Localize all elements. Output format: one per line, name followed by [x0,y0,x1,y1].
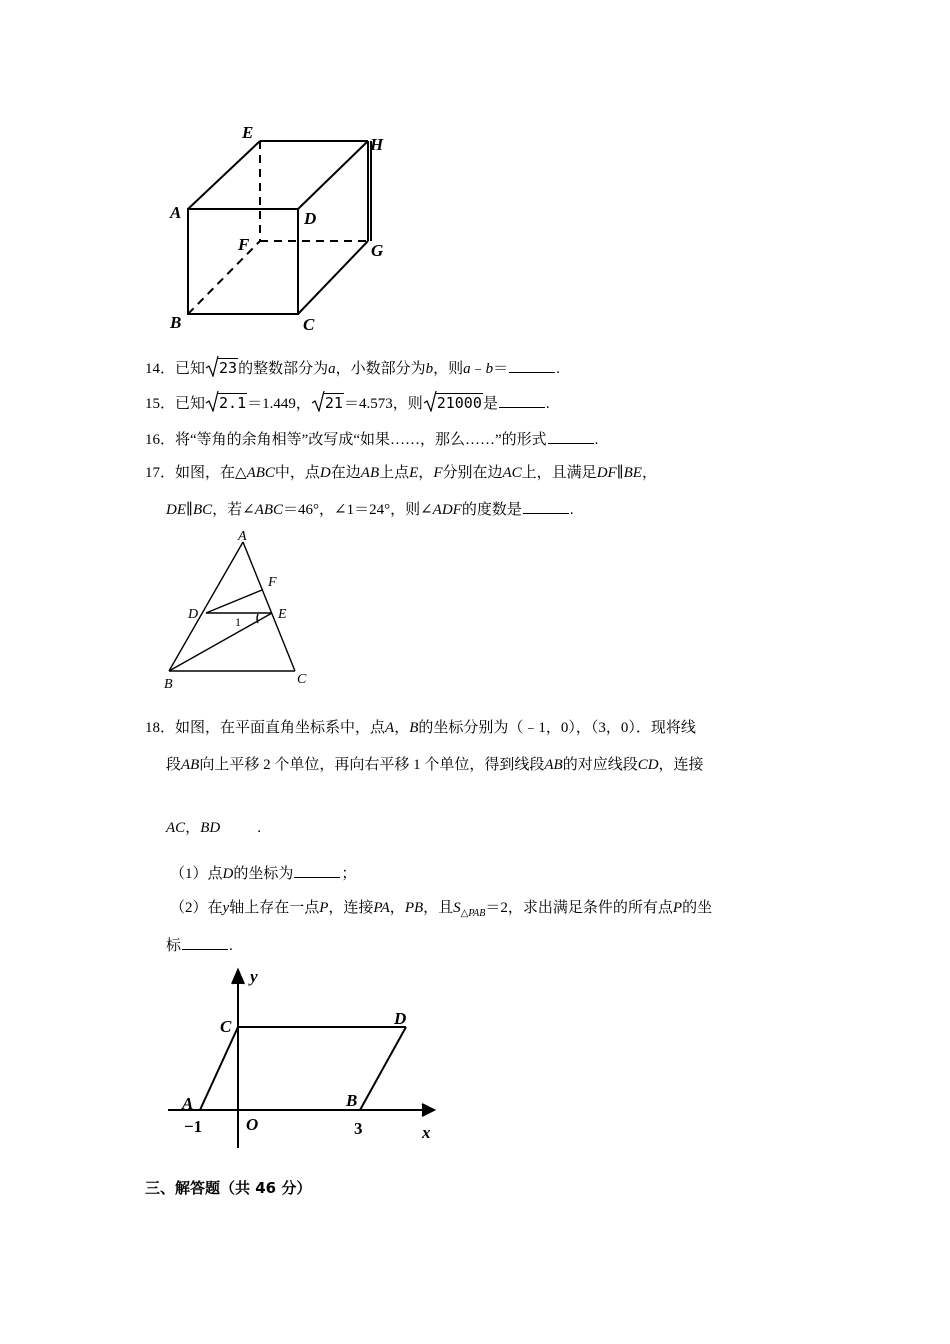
coordinate-figure [160,966,450,1156]
q15-text: ＝4.573，则 [343,396,423,412]
q17-text: 中，点 [274,465,320,481]
tri-label-angle-1: 1 [235,615,241,629]
coord-label-a: A [182,1094,194,1113]
q14-text: 已知 [175,361,206,377]
tri-label-b: B [164,677,173,692]
var-ab: AB [181,757,200,773]
question-17-line2 [166,499,574,520]
q18-text: . [229,938,233,954]
var-b-point: B [409,720,419,736]
var-y: y [222,900,230,916]
q17-text: ， [641,465,657,481]
var-d: D [319,465,331,481]
q17-text: ＝46°，∠1＝24°，则∠ [283,502,433,518]
q18-text: ，连接 [658,757,704,773]
coord-label-neg1: −1 [184,1117,203,1136]
coord-label-y: y [250,967,258,986]
tri-label-d: D [188,607,199,622]
var-p: P [319,900,329,916]
q15-radicand-3: 21000 [436,394,482,412]
tri-label-c: C [297,672,307,687]
q18-text: （2）在 [170,900,223,916]
q14-text: 的整数部分为 [238,361,329,377]
cube-label-a: A [170,203,182,222]
cube-label-e: E [242,123,254,142]
q14-text: ﹣ [470,361,486,377]
q17-text: 分别在边 [442,465,503,481]
q16-text: . [594,432,599,448]
q18-part2-answer-blank[interactable] [182,935,228,950]
q17-text: ， [418,465,434,481]
var-be: BE [623,465,642,481]
cube-label-b: B [170,313,182,332]
subscript-pab: △PAB [460,908,486,919]
var-adf: ADF [432,502,462,518]
q18-text: 的坐标为 [233,866,294,882]
q15-text: . [545,396,550,412]
q14-text: ＝ [493,361,509,377]
var-abc: ABC [254,502,284,518]
question-16 [145,429,598,450]
var-ac: AC [502,465,522,481]
var-a: a [463,361,471,377]
var-ab: AB [544,757,563,773]
q18-text: 向上平移 2 个单位，再向右平移 1 个单位，得到线段 [199,757,545,773]
q15-answer-blank[interactable] [499,393,545,408]
q14-text: . [556,361,560,377]
q17-text: 在边 [330,465,361,481]
q15-number: 15． [145,396,176,412]
var-ab: AB [360,465,380,481]
question-18-part2-cont [166,935,233,956]
radical-icon [423,390,437,412]
var-pb: PB [404,900,424,916]
coord-label-x: x [422,1123,431,1142]
q18-text: （1）点 [170,866,223,882]
q18-text: 18．如图，在平面直角坐标系中，点 [145,720,386,736]
q15-text: 是 [482,396,498,412]
cube-label-d: D [304,209,317,228]
q17-text: 如图，在△ [175,465,247,481]
q14-answer-blank[interactable] [509,358,555,373]
question-18-line3 [166,818,261,838]
q17-number: 17． [145,465,176,481]
q14-radicand: 23 [219,359,238,377]
tri-label-a: A [238,529,247,544]
sqrt-2-1 [205,393,247,414]
var-df: DF [596,465,617,481]
section-3-heading: 三、解答题（共 46 分） [145,1179,312,1197]
q18-text: ，连接 [328,900,374,916]
q16-answer-blank[interactable] [548,429,594,444]
var-bd: BD [200,820,221,836]
var-bc: BC [192,502,213,518]
var-de: DE [166,502,186,518]
var-a-point: A [385,720,395,736]
q15-text: ＝1.449， [247,396,311,412]
q16-text: 16．将“等角的余角相等”改写成“如果……，那么……”的形式 [145,432,547,448]
tri-label-f: F [268,575,277,590]
q18-text: 轴上存在一点 [229,900,320,916]
radical-icon [205,355,219,377]
q18-text: 段 [166,757,182,773]
q18-text: ，且 [423,900,454,916]
sqrt-23 [205,358,238,379]
question-18-line2 [166,755,704,775]
q17-answer-blank[interactable] [523,499,569,514]
var-d: D [222,866,234,882]
question-15 [145,393,550,414]
coord-label-c: C [220,1017,232,1036]
var-p: P [672,900,683,916]
q15-radicand-1: 2.1 [219,394,247,412]
sqrt-21000 [423,393,483,414]
parallel-symbol: ∥ [616,465,624,481]
q18-text: ， [394,720,410,736]
var-f: F [433,465,443,481]
var-b: b [485,361,494,377]
q18-text: ； [341,866,357,882]
q17-text: 上，且满足 [521,465,597,481]
q18-text: . [257,820,261,836]
tri-label-e: E [278,607,287,622]
var-e: E [409,465,419,481]
cube-label-g: G [371,241,384,260]
question-17-line1 [145,463,657,483]
coord-label-o: O [246,1115,259,1134]
q18-text: 的坐标分别为（﹣1，0），（3，0）．现将线 [418,720,696,736]
var-s: S [453,900,461,916]
radical-icon [205,390,219,412]
q17-text: 上点 [379,465,410,481]
question-18-line1 [145,718,696,738]
triangle-figure [160,528,330,693]
cube-label-f: F [238,235,250,254]
q15-radicand-2: 21 [324,394,343,412]
var-cd: CD [637,757,659,773]
var-a: a [328,361,336,377]
question-18-part1 [170,863,356,884]
cube-figure [160,118,400,338]
q17-text: 的度数是 [461,502,522,518]
cube-label-h: H [370,135,384,154]
coord-label-d: D [394,1009,407,1028]
q14-text: ，则 [433,361,464,377]
q14-number: 14． [145,361,176,377]
cube-label-c: C [303,315,315,334]
q18-text: ， [185,820,201,836]
parallel-symbol: ∥ [186,502,193,518]
q17-text: . [569,502,574,518]
q18-text: 的对应线段 [562,757,638,773]
q14-text: ，小数部分为 [335,361,426,377]
q18-text: ， [389,900,405,916]
q17-text: ，若∠ [212,502,255,518]
sqrt-21 [311,393,344,414]
q15-text: 已知 [175,396,206,412]
coord-label-b: B [346,1091,358,1110]
radical-icon [311,390,325,412]
question-14 [145,358,560,379]
question-18-part2 [170,898,712,924]
coord-label-3: 3 [354,1119,363,1138]
q18-part1-answer-blank[interactable] [294,863,340,878]
var-ac: AC [166,820,186,836]
q18-text: 标 [166,938,182,954]
var-abc: ABC [246,465,275,481]
q18-text: 的坐 [682,900,713,916]
q18-text: ＝2，求出满足条件的所有点 [485,900,673,916]
var-pa: PA [373,900,390,916]
var-b: b [425,361,434,377]
